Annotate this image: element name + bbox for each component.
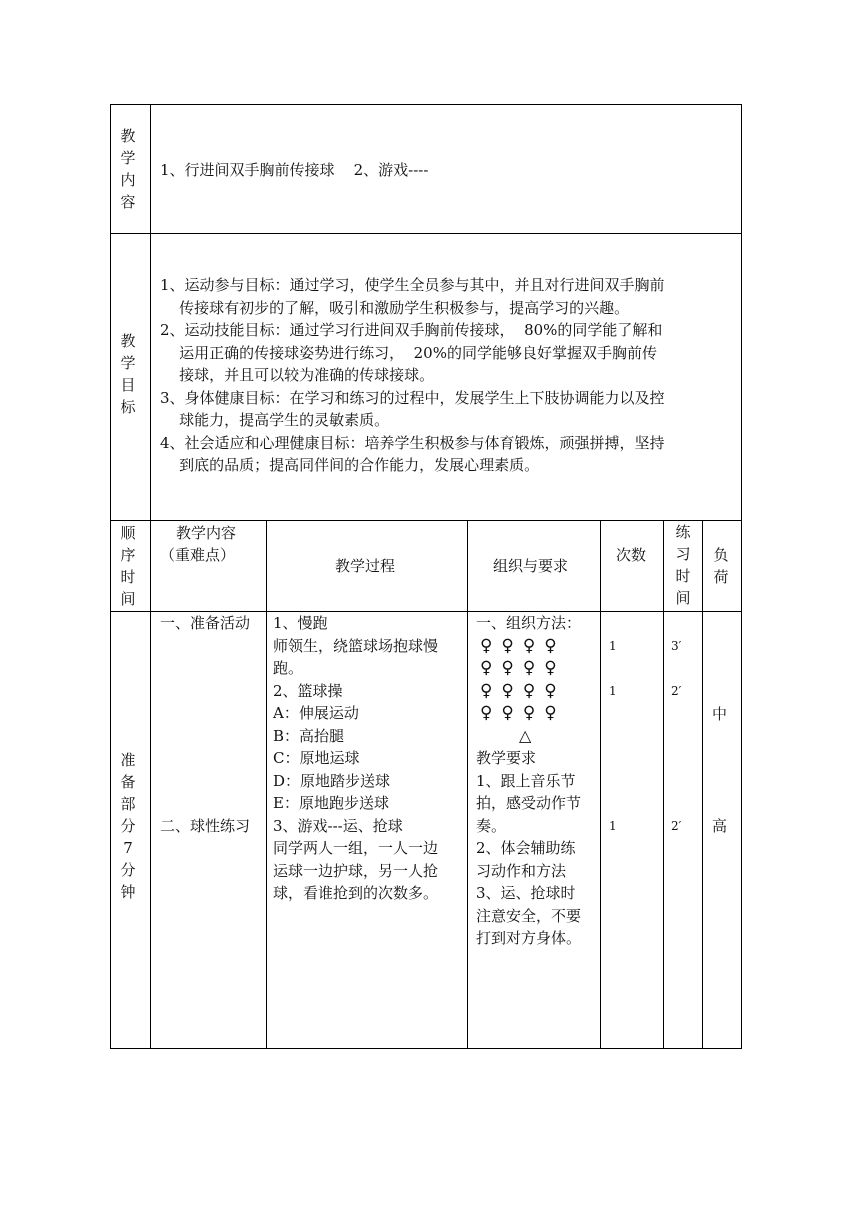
process-line: C：原地运球 [273,749,360,767]
process-line: E：原地跑步送球 [273,794,389,812]
content-header-line1: 教学内容 [176,524,237,542]
formation-row: ♀♀♀♀ [480,658,566,678]
practice-time-header: 练 习 时 间 [675,523,691,607]
req-line: 打到对方身体。 [476,929,582,947]
content-header-line2: （重难点） [160,546,236,564]
col-divider [150,104,151,1049]
goal-line: 球能力，提高学生的灵敏素质。 [160,411,390,429]
times-value: 1 [609,684,617,698]
col-divider [663,520,664,1049]
req-line: 习动作和方法 [476,861,567,880]
content-warmup: 一、准备活动 [160,614,251,632]
process-line: D：原地踏步送球 [273,771,391,790]
row-divider [110,520,742,521]
formation-row: ♀♀♀♀ [480,703,566,723]
load-value: 中 [712,705,728,723]
process-line: 运球一边护球，另一人抢 [273,861,439,880]
req-line: 1、跟上音乐节 [476,771,576,790]
order-header: 顺 序 时 间 [120,524,136,608]
goal-line: 4、社会适应和心理健康目标：培养学生积极参与体育锻炼，顽强拼搏，坚持 [160,433,665,452]
process-header: 教学过程 [335,557,396,575]
goal-line: 接球，并且可以较为准确的传球接球。 [160,366,435,384]
times-header: 次数 [616,546,647,564]
duration-value: 2′ [671,819,682,833]
process-line: 1、慢跑 [273,614,328,632]
organization-header: 组织与要求 [493,557,569,575]
col-divider [467,520,468,1049]
row-divider [110,233,742,234]
col-divider [600,520,601,1049]
goal-line: 到底的品质；提高同伴间的合作能力，发展心理素质。 [160,456,540,474]
process-line: 同学两人一组，一人一边 [273,839,439,857]
goal-line: 3、身体健康目标：在学习和练习的过程中，发展学生上下肢协调能力以及控 [160,388,665,407]
prep-section-label: 准 备 部 分 7 分 钟 [120,751,136,901]
formation-row: ♀♀♀♀ [480,680,566,701]
req-line: 注意安全，不要 [476,906,582,925]
process-line: 跑。 [273,659,304,677]
goal-line: 传接球有初步的了解，吸引和激励学生积极参与，提高学习的兴趣。 [160,298,630,317]
content-text: 1、行进间双手胸前传接球 2、游戏---- [160,161,429,179]
process-line: 球，看谁抢到的次数多。 [273,884,439,902]
org-title: 一、组织方法： [476,614,582,632]
duration-value: 2′ [671,684,682,698]
goal-line: 1、运动参与目标：通过学习，使学生全员参与其中，并且对行进间双手胸前 [160,276,665,294]
table-bottom-border [110,1048,742,1049]
load-value: 高 [712,817,728,835]
formation-row: ♀♀♀♀ [480,635,566,656]
req-line: 奏。 [476,816,507,835]
times-value: 1 [609,639,617,653]
goal-line: 2、运动技能目标：通过学习行进间双手胸前传接球， 80%的同学能了解和 [160,321,663,339]
table-right-border [741,104,742,1049]
load-header: 负 荷 [713,546,729,586]
content-ball-practice: 二、球性练习 [160,817,251,835]
req-line: 教学要求 [476,749,537,767]
process-line: 师领生，绕篮球场抱球慢 [273,636,439,655]
duration-value: 3′ [671,639,682,653]
teacher-mark: △ [519,725,532,745]
col-divider [702,520,703,1049]
req-line: 3、运、抢球时 [476,884,576,902]
process-line: A：伸展运动 [273,704,359,722]
table-top-border [110,104,742,105]
content-row-label: 教 学 内 容 [120,127,136,211]
process-line: 2、篮球操 [273,681,343,700]
times-value: 1 [609,819,617,833]
goals-row-label: 教 学 目 标 [120,332,136,416]
process-line: B：高抬腿 [273,726,345,745]
table-left-border [110,104,111,1049]
req-line: 2、体会辅助练 [476,839,576,857]
req-line: 拍，感受动作节 [476,794,582,812]
process-line: 3、游戏---运、抢球 [273,816,403,835]
col-divider [266,520,267,1049]
goal-line: 运用正确的传接球姿势进行练习， 20%的同学能够良好掌握双手胸前传 [160,343,657,362]
